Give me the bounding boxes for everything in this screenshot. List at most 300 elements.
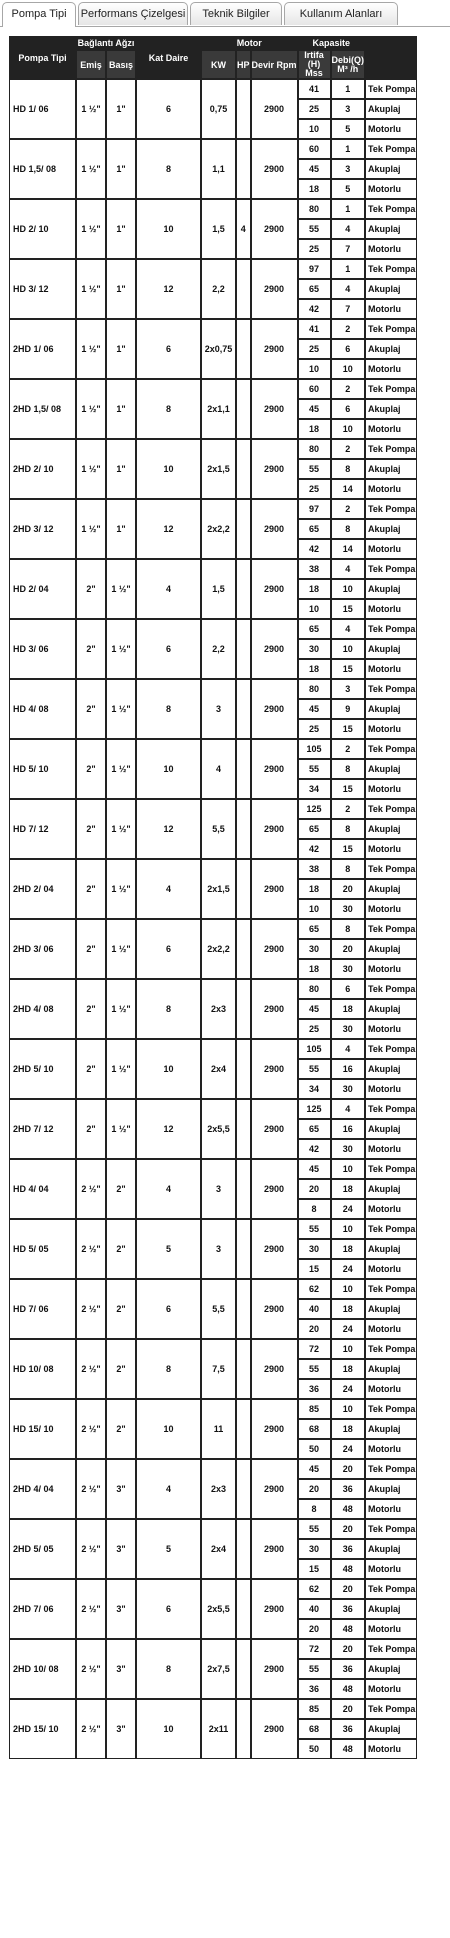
debi-cell: 2: [331, 379, 366, 399]
hp-cell: [236, 79, 251, 139]
hp-cell: [236, 139, 251, 199]
debi-cell: 9: [331, 699, 366, 719]
debi-cell: 10: [331, 639, 366, 659]
basis-cell: 1": [106, 499, 136, 559]
irtifa-cell: 36: [298, 1379, 331, 1399]
usage-cell: Akuplaj: [365, 99, 417, 119]
debi-cell: 14: [331, 479, 366, 499]
rpm-cell: 2900: [251, 79, 298, 139]
usage-cell: Akuplaj: [365, 579, 417, 599]
rpm-cell: 2900: [251, 739, 298, 799]
irtifa-cell: 36: [298, 1679, 331, 1699]
irtifa-cell: 62: [298, 1579, 331, 1599]
usage-cell: Tek Pompa: [365, 1159, 417, 1179]
irtifa-cell: 125: [298, 799, 331, 819]
pump-name: HD 1,5/ 08: [9, 139, 76, 199]
irtifa-cell: 18: [298, 959, 331, 979]
irtifa-cell: 55: [298, 1359, 331, 1379]
header-debi: Debi(Q) M³ /h: [331, 50, 366, 79]
debi-cell: 4: [331, 279, 366, 299]
rpm-cell: 2900: [251, 379, 298, 439]
irtifa-cell: 50: [298, 1739, 331, 1759]
debi-cell: 10: [331, 1339, 366, 1359]
irtifa-cell: 42: [298, 299, 331, 319]
irtifa-cell: 62: [298, 1279, 331, 1299]
debi-cell: 36: [331, 1659, 366, 1679]
hp-cell: [236, 259, 251, 319]
usage-cell: Akuplaj: [365, 399, 417, 419]
irtifa-cell: 65: [298, 279, 331, 299]
usage-cell: Tek Pompa: [365, 1099, 417, 1119]
usage-cell: Motorlu: [365, 359, 417, 379]
pump-name: 2HD 3/ 12: [9, 499, 76, 559]
usage-cell: Akuplaj: [365, 1659, 417, 1679]
debi-cell: 2: [331, 439, 366, 459]
pump-name: 2HD 7/ 06: [9, 1579, 76, 1639]
emis-cell: 2": [76, 1099, 106, 1159]
irtifa-cell: 105: [298, 1039, 331, 1059]
kat-daire-cell: 6: [136, 319, 201, 379]
irtifa-cell: 30: [298, 939, 331, 959]
kw-cell: 2x1,5: [201, 439, 236, 499]
rpm-cell: 2900: [251, 619, 298, 679]
debi-cell: 3: [331, 159, 366, 179]
kat-daire-cell: 6: [136, 619, 201, 679]
kat-daire-cell: 5: [136, 1219, 201, 1279]
basis-cell: 1": [106, 199, 136, 259]
kw-cell: 11: [201, 1399, 236, 1459]
usage-cell: Akuplaj: [365, 1179, 417, 1199]
pump-name: HD 5/ 05: [9, 1219, 76, 1279]
hp-cell: [236, 859, 251, 919]
basis-cell: 1": [106, 439, 136, 499]
irtifa-cell: 10: [298, 359, 331, 379]
irtifa-cell: 18: [298, 879, 331, 899]
kat-daire-cell: 6: [136, 79, 201, 139]
debi-cell: 15: [331, 839, 366, 859]
debi-cell: 4: [331, 619, 366, 639]
irtifa-cell: 60: [298, 379, 331, 399]
hp-cell: [236, 1639, 251, 1699]
rpm-cell: 2900: [251, 1279, 298, 1339]
debi-cell: 18: [331, 1419, 366, 1439]
emis-cell: 2 ½": [76, 1399, 106, 1459]
usage-cell: Motorlu: [365, 899, 417, 919]
rpm-cell: 2900: [251, 1399, 298, 1459]
kat-daire-cell: 8: [136, 979, 201, 1039]
usage-cell: Motorlu: [365, 1379, 417, 1399]
debi-cell: 10: [331, 1159, 366, 1179]
pump-table-body: [9, 79, 417, 1759]
debi-cell: 48: [331, 1679, 366, 1699]
kat-daire-cell: 4: [136, 559, 201, 619]
usage-cell: Motorlu: [365, 1679, 417, 1699]
pump-name: HD 7/ 12: [9, 799, 76, 859]
usage-cell: Tek Pompa: [365, 619, 417, 639]
emis-cell: 1 ½": [76, 259, 106, 319]
rpm-cell: 2900: [251, 559, 298, 619]
basis-cell: 1 ½": [106, 619, 136, 679]
pump-name: HD 3/ 12: [9, 259, 76, 319]
pump-name: HD 3/ 06: [9, 619, 76, 679]
kw-cell: 2,2: [201, 619, 236, 679]
header-basis: Basış: [106, 50, 136, 79]
irtifa-cell: 34: [298, 779, 331, 799]
table-row: [9, 1519, 417, 1539]
pump-name: HD 15/ 10: [9, 1399, 76, 1459]
hp-cell: [236, 919, 251, 979]
debi-cell: 18: [331, 1299, 366, 1319]
emis-cell: 1 ½": [76, 319, 106, 379]
debi-cell: 48: [331, 1739, 366, 1759]
header-pompa-tipi: Pompa Tipi: [9, 36, 76, 79]
irtifa-cell: 8: [298, 1499, 331, 1519]
irtifa-cell: 45: [298, 999, 331, 1019]
tab-kullanim-alanlari[interactable]: Kullanım Alanları: [284, 2, 398, 25]
usage-cell: Tek Pompa: [365, 1579, 417, 1599]
debi-cell: 20: [331, 1639, 366, 1659]
usage-cell: Akuplaj: [365, 1539, 417, 1559]
kw-cell: 2,2: [201, 259, 236, 319]
usage-cell: Tek Pompa: [365, 499, 417, 519]
debi-cell: 6: [331, 399, 366, 419]
irtifa-cell: 41: [298, 319, 331, 339]
hp-cell: [236, 379, 251, 439]
usage-cell: Akuplaj: [365, 639, 417, 659]
usage-cell: Tek Pompa: [365, 859, 417, 879]
rpm-cell: 2900: [251, 1039, 298, 1099]
usage-cell: Motorlu: [365, 119, 417, 139]
kat-daire-cell: 8: [136, 139, 201, 199]
debi-cell: 20: [331, 1699, 366, 1719]
pump-name: 2HD 2/ 04: [9, 859, 76, 919]
irtifa-cell: 80: [298, 199, 331, 219]
kw-cell: 2x2,2: [201, 499, 236, 559]
hp-cell: [236, 619, 251, 679]
irtifa-cell: 20: [298, 1319, 331, 1339]
usage-cell: Motorlu: [365, 1499, 417, 1519]
kw-cell: 2x5,5: [201, 1099, 236, 1159]
rpm-cell: 2900: [251, 319, 298, 379]
debi-cell: 20: [331, 1459, 366, 1479]
usage-cell: Akuplaj: [365, 1479, 417, 1499]
irtifa-cell: 80: [298, 679, 331, 699]
rpm-cell: 2900: [251, 919, 298, 979]
usage-cell: Akuplaj: [365, 999, 417, 1019]
irtifa-cell: 18: [298, 419, 331, 439]
debi-cell: 24: [331, 1259, 366, 1279]
irtifa-cell: 65: [298, 1119, 331, 1139]
irtifa-cell: 18: [298, 659, 331, 679]
kw-cell: 2x4: [201, 1039, 236, 1099]
debi-cell: 10: [331, 1399, 366, 1419]
usage-cell: Motorlu: [365, 1559, 417, 1579]
tab-performans-cizelgesi[interactable]: Performans Çizelgesi: [78, 2, 188, 25]
kw-cell: 2x1,1: [201, 379, 236, 439]
debi-cell: 10: [331, 1219, 366, 1239]
pump-name: HD 1/ 06: [9, 79, 76, 139]
irtifa-cell: 85: [298, 1699, 331, 1719]
debi-cell: 48: [331, 1559, 366, 1579]
usage-cell: Akuplaj: [365, 279, 417, 299]
usage-cell: Tek Pompa: [365, 439, 417, 459]
debi-cell: 1: [331, 199, 366, 219]
rpm-cell: 2900: [251, 1099, 298, 1159]
usage-cell: Motorlu: [365, 1139, 417, 1159]
irtifa-cell: 40: [298, 1599, 331, 1619]
irtifa-cell: 55: [298, 1519, 331, 1539]
irtifa-cell: 55: [298, 759, 331, 779]
debi-cell: 8: [331, 519, 366, 539]
debi-cell: 10: [331, 579, 366, 599]
irtifa-cell: 10: [298, 899, 331, 919]
tab-pompa-tipi[interactable]: Pompa Tipi: [2, 2, 76, 27]
debi-cell: 15: [331, 779, 366, 799]
usage-cell: Akuplaj: [365, 1119, 417, 1139]
debi-cell: 10: [331, 359, 366, 379]
irtifa-cell: 97: [298, 259, 331, 279]
table-row: [9, 1459, 417, 1479]
debi-cell: 7: [331, 299, 366, 319]
pump-name: HD 2/ 10: [9, 199, 76, 259]
usage-cell: Motorlu: [365, 1619, 417, 1639]
emis-cell: 1 ½": [76, 499, 106, 559]
basis-cell: 1": [106, 139, 136, 199]
usage-cell: Akuplaj: [365, 819, 417, 839]
debi-cell: 18: [331, 999, 366, 1019]
table-row: [9, 499, 417, 519]
hp-cell: 4: [236, 199, 251, 259]
basis-cell: 2": [106, 1279, 136, 1339]
basis-cell: 2": [106, 1159, 136, 1219]
usage-cell: Tek Pompa: [365, 799, 417, 819]
kw-cell: 1,5: [201, 559, 236, 619]
irtifa-cell: 18: [298, 579, 331, 599]
hp-cell: [236, 739, 251, 799]
kat-daire-cell: 4: [136, 859, 201, 919]
usage-cell: Akuplaj: [365, 1299, 417, 1319]
debi-cell: 4: [331, 219, 366, 239]
usage-cell: Tek Pompa: [365, 559, 417, 579]
header-kat-daire: Kat Daire: [136, 36, 201, 79]
table-row: [9, 979, 417, 999]
kat-daire-cell: 12: [136, 1099, 201, 1159]
basis-cell: 3": [106, 1459, 136, 1519]
rpm-cell: 2900: [251, 499, 298, 559]
debi-cell: 16: [331, 1119, 366, 1139]
rpm-cell: 2900: [251, 139, 298, 199]
pump-name: HD 5/ 10: [9, 739, 76, 799]
irtifa-cell: 85: [298, 1399, 331, 1419]
irtifa-cell: 40: [298, 1299, 331, 1319]
pump-name: 2HD 3/ 06: [9, 919, 76, 979]
pump-name: 2HD 15/ 10: [9, 1699, 76, 1759]
rpm-cell: 2900: [251, 679, 298, 739]
tab-teknik-bilgiler[interactable]: Teknik Bilgiler: [190, 2, 282, 25]
basis-cell: 1 ½": [106, 679, 136, 739]
irtifa-cell: 65: [298, 819, 331, 839]
kat-daire-cell: 10: [136, 1039, 201, 1099]
pump-name: 2HD 7/ 12: [9, 1099, 76, 1159]
usage-cell: Akuplaj: [365, 459, 417, 479]
basis-cell: 1": [106, 319, 136, 379]
irtifa-cell: 55: [298, 1219, 331, 1239]
irtifa-cell: 34: [298, 1079, 331, 1099]
debi-cell: 30: [331, 1079, 366, 1099]
table-row: [9, 439, 417, 459]
debi-cell: 20: [331, 1579, 366, 1599]
kat-daire-cell: 12: [136, 259, 201, 319]
kat-daire-cell: 8: [136, 1339, 201, 1399]
irtifa-cell: 55: [298, 219, 331, 239]
irtifa-cell: 15: [298, 1259, 331, 1279]
debi-cell: 15: [331, 599, 366, 619]
debi-cell: 24: [331, 1439, 366, 1459]
usage-cell: Tek Pompa: [365, 919, 417, 939]
usage-cell: Motorlu: [365, 1259, 417, 1279]
kw-cell: 2x11: [201, 1699, 236, 1759]
debi-cell: 15: [331, 719, 366, 739]
hp-cell: [236, 1399, 251, 1459]
usage-cell: Akuplaj: [365, 699, 417, 719]
debi-cell: 30: [331, 1139, 366, 1159]
irtifa-cell: 55: [298, 1059, 331, 1079]
emis-cell: 2 ½": [76, 1519, 106, 1579]
hp-cell: [236, 1579, 251, 1639]
irtifa-cell: 68: [298, 1719, 331, 1739]
kw-cell: 2x7,5: [201, 1639, 236, 1699]
table-row: [9, 1399, 417, 1419]
header-motor: Motor: [201, 36, 298, 50]
usage-cell: Motorlu: [365, 599, 417, 619]
irtifa-cell: 45: [298, 1459, 331, 1479]
kat-daire-cell: 10: [136, 739, 201, 799]
hp-cell: [236, 1699, 251, 1759]
basis-cell: 1": [106, 259, 136, 319]
debi-cell: 6: [331, 339, 366, 359]
kat-daire-cell: 8: [136, 379, 201, 439]
irtifa-cell: 55: [298, 459, 331, 479]
kw-cell: 3: [201, 679, 236, 739]
rpm-cell: 2900: [251, 1219, 298, 1279]
usage-cell: Tek Pompa: [365, 79, 417, 99]
basis-cell: 1 ½": [106, 1039, 136, 1099]
usage-cell: Motorlu: [365, 479, 417, 499]
basis-cell: 1 ½": [106, 1099, 136, 1159]
kat-daire-cell: 10: [136, 199, 201, 259]
irtifa-cell: 30: [298, 1239, 331, 1259]
pump-table: [9, 36, 417, 1759]
usage-cell: Akuplaj: [365, 1419, 417, 1439]
emis-cell: 2": [76, 559, 106, 619]
irtifa-cell: 60: [298, 139, 331, 159]
hp-cell: [236, 1099, 251, 1159]
usage-cell: Tek Pompa: [365, 739, 417, 759]
rpm-cell: 2900: [251, 439, 298, 499]
debi-cell: 2: [331, 499, 366, 519]
emis-cell: 2": [76, 979, 106, 1039]
debi-cell: 1: [331, 259, 366, 279]
header-emis: Emiş: [76, 50, 106, 79]
debi-cell: 18: [331, 1239, 366, 1259]
header-usage: [365, 36, 417, 79]
table-row: [9, 1159, 417, 1179]
irtifa-cell: 25: [298, 479, 331, 499]
basis-cell: 3": [106, 1579, 136, 1639]
irtifa-cell: 42: [298, 539, 331, 559]
usage-cell: Tek Pompa: [365, 1219, 417, 1239]
debi-cell: 8: [331, 819, 366, 839]
debi-cell: 10: [331, 419, 366, 439]
irtifa-cell: 42: [298, 1139, 331, 1159]
debi-cell: 3: [331, 99, 366, 119]
usage-cell: Motorlu: [365, 239, 417, 259]
tab-bar: [0, 0, 450, 27]
hp-cell: [236, 1279, 251, 1339]
rpm-cell: 2900: [251, 1579, 298, 1639]
irtifa-cell: 25: [298, 1019, 331, 1039]
irtifa-cell: 72: [298, 1339, 331, 1359]
hp-cell: [236, 1519, 251, 1579]
irtifa-cell: 41: [298, 79, 331, 99]
table-row: [9, 199, 417, 219]
hp-cell: [236, 559, 251, 619]
usage-cell: Akuplaj: [365, 1059, 417, 1079]
kw-cell: 4: [201, 739, 236, 799]
usage-cell: Motorlu: [365, 1319, 417, 1339]
pump-name: 2HD 2/ 10: [9, 439, 76, 499]
hp-cell: [236, 1459, 251, 1519]
irtifa-cell: 30: [298, 1539, 331, 1559]
table-row: [9, 1699, 417, 1719]
pump-name: 2HD 4/ 08: [9, 979, 76, 1039]
hp-cell: [236, 1339, 251, 1399]
table-row: [9, 1219, 417, 1239]
header-kw: KW: [201, 50, 236, 79]
rpm-cell: 2900: [251, 1519, 298, 1579]
usage-cell: Tek Pompa: [365, 1279, 417, 1299]
irtifa-cell: 20: [298, 1619, 331, 1639]
debi-cell: 14: [331, 539, 366, 559]
kat-daire-cell: 5: [136, 1519, 201, 1579]
usage-cell: Motorlu: [365, 779, 417, 799]
basis-cell: 2": [106, 1339, 136, 1399]
emis-cell: 2 ½": [76, 1699, 106, 1759]
usage-cell: Tek Pompa: [365, 379, 417, 399]
irtifa-cell: 65: [298, 919, 331, 939]
basis-cell: 3": [106, 1699, 136, 1759]
usage-cell: Motorlu: [365, 419, 417, 439]
pump-name: HD 7/ 06: [9, 1279, 76, 1339]
usage-cell: Tek Pompa: [365, 139, 417, 159]
irtifa-cell: 30: [298, 639, 331, 659]
hp-cell: [236, 1039, 251, 1099]
debi-cell: 20: [331, 1519, 366, 1539]
usage-cell: Motorlu: [365, 1439, 417, 1459]
rpm-cell: 2900: [251, 1699, 298, 1759]
kat-daire-cell: 6: [136, 1279, 201, 1339]
debi-cell: 24: [331, 1379, 366, 1399]
debi-cell: 2: [331, 739, 366, 759]
irtifa-cell: 68: [298, 1419, 331, 1439]
debi-cell: 48: [331, 1619, 366, 1639]
kw-cell: 2x4: [201, 1519, 236, 1579]
rpm-cell: 2900: [251, 799, 298, 859]
emis-cell: 2": [76, 679, 106, 739]
table-row: [9, 139, 417, 159]
debi-cell: 36: [331, 1539, 366, 1559]
usage-cell: Tek Pompa: [365, 199, 417, 219]
